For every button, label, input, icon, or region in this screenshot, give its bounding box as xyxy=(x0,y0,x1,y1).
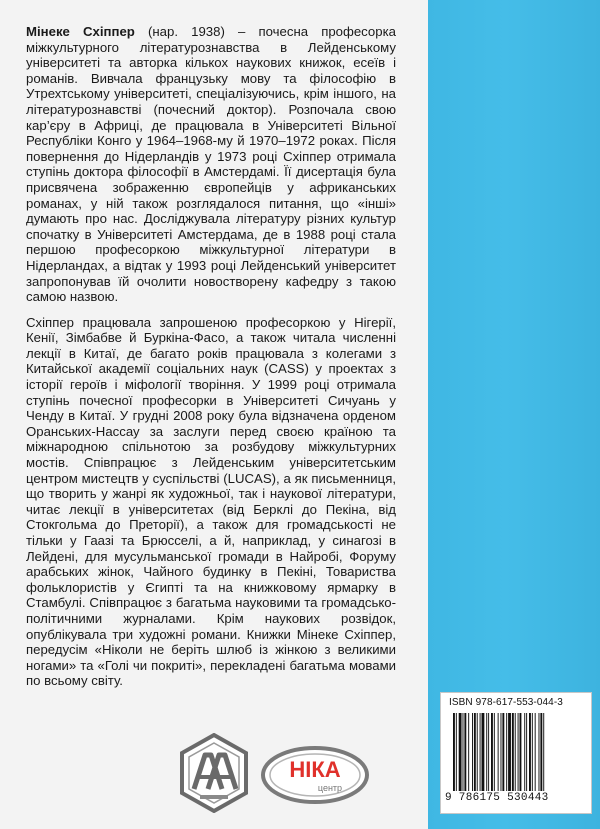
author-bio xyxy=(26,24,396,699)
barcode-bar xyxy=(502,713,504,791)
barcode-bar xyxy=(468,713,469,791)
isbn-label: ISBN 978-617-553-044-3 xyxy=(449,697,563,708)
bio-paragraph-1-text: (нар. 1938) – почесна професорка міжкультурного літературознавства в Лейденському університеті та авторка кількох наукових книжок, есеїв і романів. Вивчала французьку мову та філософію в Утрехтському університеті, спеціалізуючись, крім іншого, на літературознавстві (почесний доктор). Розпочала свою кар’єру в Африці, де працювала в Університеті Вільної Республіки Конго у 1964–1968-му й 1970–1972 роках. Після повернення до Нідерландів у 1973 році Схіппер отримала ступінь доктора філософії в Амстердамі. Її дисертація була присвячена зображенню європейців у африканських романах, у ній також розглядалося питання, що «інші» думають про нас. Досліджувала літературу різних культур спочатку в Університеті Амстердама, де в 1988 році стала першою професоркою міжкультурної літератури в Нідерландах, а відтак у 1993 році Лейденський університет запропонував їй очолити новостворену кафедру з такою самою назвою. xyxy=(26,24,396,305)
barcode-digits: 9 786175 530443 xyxy=(445,792,549,804)
barcode-bar xyxy=(480,713,481,791)
barcode-bar xyxy=(532,713,533,791)
barcode-bar xyxy=(453,713,455,791)
barcode-bar xyxy=(512,713,514,791)
author-name: Мінеке Схіппер xyxy=(26,24,135,39)
barcode-bar xyxy=(501,713,502,791)
barcode-bar xyxy=(515,713,516,791)
barcode-bar xyxy=(456,713,457,791)
barcode-bar xyxy=(472,713,473,791)
barcode-bar xyxy=(494,713,495,791)
aa-publisher-logo xyxy=(178,733,250,813)
barcode-bar xyxy=(543,713,544,791)
nika-centre-logo xyxy=(260,745,370,805)
barcode-bar xyxy=(491,713,493,791)
barcode-bar xyxy=(477,713,478,791)
barcode-bar xyxy=(535,713,536,791)
barcode-bar xyxy=(463,713,464,791)
barcode-bar xyxy=(508,713,511,791)
barcode-bar xyxy=(488,713,489,791)
barcode-bar xyxy=(518,713,519,791)
bio-paragraph-2: Схіппер працювала запрошеною професоркою у Нігерії, Кенії, Зімбабве й Буркіна-Фасо, а також читала численні лекції в Китаї, де багато років працювала з колегами з Китайської академії соціальних наук (CASS) у проектах з історії героїв і міфології творіння. У 1999 році отримала ступінь почесної професорки в Університеті Сичуань у Ченду в Китаї. У грудні 2008 року була відзначена орденом Оранських-Нассау за заслуги перед своєю країною та міжнародною спільнотою за розбудову міжкультурних мостів. Співпрацює з Лейденським університетським центром мистецтв у суспільстві (LUCAS), а як письменниця, що творить у жанрі як художньої, так і наукової літератури, читає лекції в університетах (від Берклі до Пекіна, від Стокгольма до Преторії), а також для громадськості не тільки у Гаазі та Брюсселі, а й, наприклад, у синагозі в Лейдені, для мусульманської громади в Найробі, Форуму арабських жінок, Чайного будинку в Пекіні, Товариства фольклористів у Єгипті та на книжковому ярмарку в Стамбулі. Співпрацює з багатьма науковими та громадсько-політичними журналами. Крім наукових розвідок, опублікувала три художні романи. Книжки Мінеке Схіппер, передусім «Ніколи не беріть шлюб із жінкою з великими ногами» та «Голі чи покриті», перекладені багатьма мовами по всьому світу. xyxy=(26,314,396,689)
barcode-bar xyxy=(498,713,499,791)
barcode-graphic xyxy=(451,713,581,793)
nika-logo-subtext: центр xyxy=(317,783,343,793)
barcode-bar xyxy=(459,713,462,791)
barcode-bar xyxy=(524,713,525,791)
publisher-logos xyxy=(178,733,378,813)
barcode-bar xyxy=(540,713,542,791)
barcode-bar xyxy=(539,713,540,791)
barcode-bar xyxy=(506,713,507,791)
barcode-bar xyxy=(486,713,487,791)
barcode-bar xyxy=(526,713,527,791)
barcode-bar xyxy=(464,713,466,791)
isbn-barcode-box xyxy=(440,692,592,814)
bio-paragraph-1 xyxy=(26,24,396,305)
barcode-bar xyxy=(520,713,522,791)
barcode-bar xyxy=(474,713,476,791)
nika-logo-text: НІКА xyxy=(289,757,341,782)
barcode-bar xyxy=(529,713,531,791)
barcode-bar xyxy=(482,713,485,791)
